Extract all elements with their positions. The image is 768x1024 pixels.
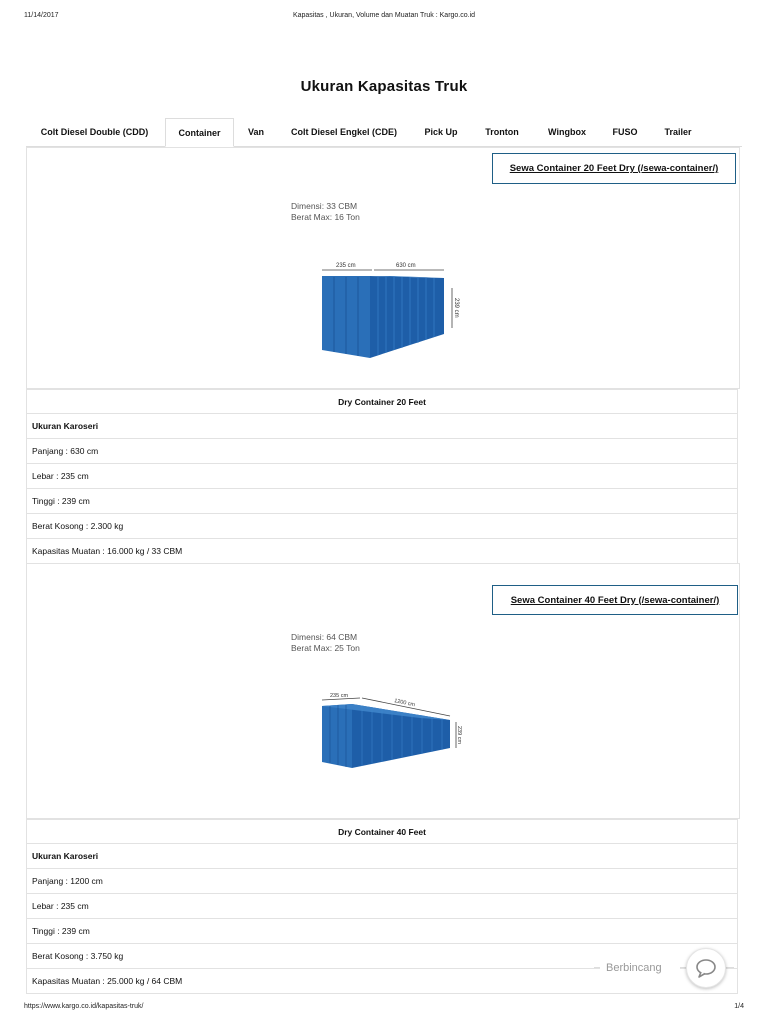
dimension-volume: Dimensi: 33 CBM — [291, 201, 358, 211]
spec-row-length: Panjang : 630 cm — [27, 439, 737, 464]
spec-row-height: Tinggi : 239 cm — [27, 489, 737, 514]
sewa-container-20ft-button[interactable]: Sewa Container 20 Feet Dry (/sewa-container/) — [492, 153, 736, 184]
height-label: 239 cm — [456, 726, 462, 745]
spec-row-capacity: Kapasitas Muatan : 16.000 kg / 33 CBM — [27, 539, 737, 564]
print-doc-title: Kapasitas , Ukuran, Volume dan Muatan Truk : Kargo.co.id — [292, 12, 476, 19]
container-20ft-illustration — [312, 258, 472, 366]
length-label: 630 cm — [396, 263, 416, 269]
tab-container[interactable]: Container — [165, 118, 234, 147]
tab-colt-diesel-engkel[interactable]: Colt Diesel Engkel (CDE) — [290, 127, 398, 137]
tab-fuso[interactable]: FUSO — [612, 127, 638, 137]
sewa-container-40ft-button[interactable]: Sewa Container 40 Feet Dry (/sewa-container/) — [492, 585, 738, 615]
height-label: 239 cm — [453, 298, 459, 318]
print-date: 11/14/2017 — [24, 12, 59, 19]
spec-row-heading: Ukuran Karoseri — [27, 844, 737, 869]
tab-colt-diesel-double[interactable]: Colt Diesel Double (CDD) — [40, 127, 149, 137]
spec-row-capacity: Kapasitas Muatan : 25.000 kg / 64 CBM — [27, 969, 737, 994]
container-40ft-dimensions — [291, 632, 360, 654]
width-label: 235 cm — [330, 693, 349, 699]
tab-van[interactable]: Van — [247, 127, 264, 137]
print-footer — [24, 1003, 744, 1013]
spec-row-width: Lebar : 235 cm — [27, 464, 737, 489]
dimension-volume: Dimensi: 64 CBM — [291, 632, 358, 642]
spec-row-empty-weight: Berat Kosong : 3.750 kg — [27, 944, 737, 969]
width-label: 235 cm — [336, 263, 356, 269]
chat-bubble-icon — [695, 958, 717, 978]
tab-tronton[interactable]: Tronton — [485, 127, 519, 137]
chat-label: Berbincang — [606, 962, 662, 974]
page-title: Ukuran Kapasitas Truk — [300, 78, 468, 95]
print-header — [24, 12, 744, 22]
page-number: 1/4 — [734, 1003, 744, 1010]
spec-row-width: Lebar : 235 cm — [27, 894, 737, 919]
spec-row-empty-weight: Berat Kosong : 2.300 kg — [27, 514, 737, 539]
dimension-max-weight: Berat Max: 25 Ton — [291, 643, 360, 653]
tab-pick-up[interactable]: Pick Up — [424, 127, 458, 137]
tab-trailer[interactable]: Trailer — [664, 127, 692, 137]
container-20ft-spec-table — [26, 389, 738, 564]
spec-row-heading: Ukuran Karoseri — [27, 414, 737, 439]
chat-button[interactable] — [686, 948, 726, 988]
spec-table-title: Dry Container 20 Feet — [27, 389, 737, 414]
container-40ft-illustration — [316, 690, 472, 772]
spec-row-height: Tinggi : 239 cm — [27, 919, 737, 944]
spec-row-length: Panjang : 1200 cm — [27, 869, 737, 894]
dimension-max-weight: Berat Max: 16 Ton — [291, 212, 360, 222]
truck-type-tabs — [26, 118, 742, 147]
print-url: https://www.kargo.co.id/kapasitas-truk/ — [24, 1003, 144, 1010]
spec-table-title: Dry Container 40 Feet — [27, 819, 737, 844]
length-label: 1200 cm — [393, 698, 416, 709]
container-20ft-dimensions — [291, 201, 360, 223]
tab-wingbox[interactable]: Wingbox — [548, 127, 586, 137]
chat-widget[interactable] — [594, 948, 734, 988]
